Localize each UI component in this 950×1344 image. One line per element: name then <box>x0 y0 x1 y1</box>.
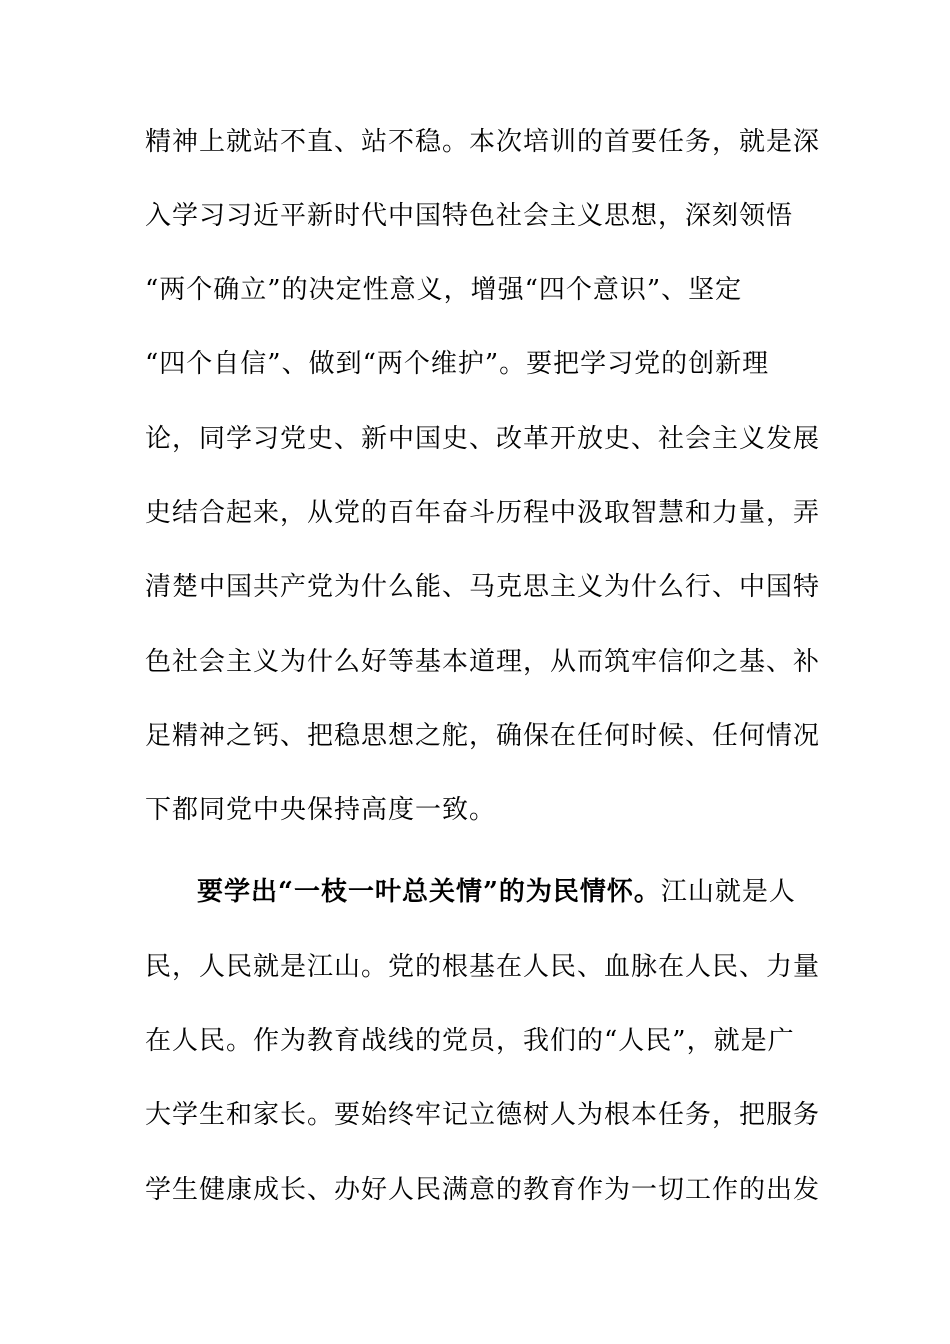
paragraph1-line-8: 色社会主义为什么好等基本道理，从而筑牢信仰之基、补 <box>145 647 821 677</box>
paragraph1-line-10: 下都同党中央保持高度一致。 <box>145 795 497 825</box>
paragraph2-line-1 <box>197 872 805 912</box>
paragraph2-line-4: 大学生和家长。要始终牢记立德树人为根本任务，把服务 <box>145 1100 821 1130</box>
paragraph2-line-1-rest: 江山就是人 <box>660 877 796 907</box>
paragraph1-line-5: 论，同学习党史、新中国史、改革开放史、社会主义发展 <box>145 424 821 454</box>
paragraph2-line-5: 学生健康成长、办好人民满意的教育作为一切工作的出发 <box>145 1175 821 1205</box>
paragraph1-line-9: 足精神之钙、把稳思想之舵，确保在任何时候、任何情况 <box>145 721 821 751</box>
paragraph2-line-2: 民，人民就是江山。党的根基在人民、血脉在人民、力量 <box>145 952 821 982</box>
paragraph1-line-3: “两个确立”的决定性意义，增强“四个意识”、坚定 <box>145 275 743 305</box>
paragraph2-heading: 要学出“一枝一叶总关情”的为民情怀。 <box>197 877 661 907</box>
paragraph1-line-1: 精神上就站不直、站不稳。本次培训的首要任务，就是深 <box>145 127 821 157</box>
paragraph1-line-6: 史结合起来，从党的百年奋斗历程中汲取智慧和力量，弄 <box>145 498 821 528</box>
paragraph2-line-3: 在人民。作为教育战线的党员，我们的“人民”，就是广 <box>145 1026 795 1056</box>
paragraph1-line-7: 清楚中国共产党为什么能、马克思主义为什么行、中国特 <box>145 572 821 602</box>
paragraph1-line-2: 入学习习近平新时代中国特色社会主义思想，深刻领悟 <box>145 201 794 231</box>
paragraph1-line-4: “四个自信”、做到“两个维护”。要把学习党的创新理 <box>145 349 770 379</box>
